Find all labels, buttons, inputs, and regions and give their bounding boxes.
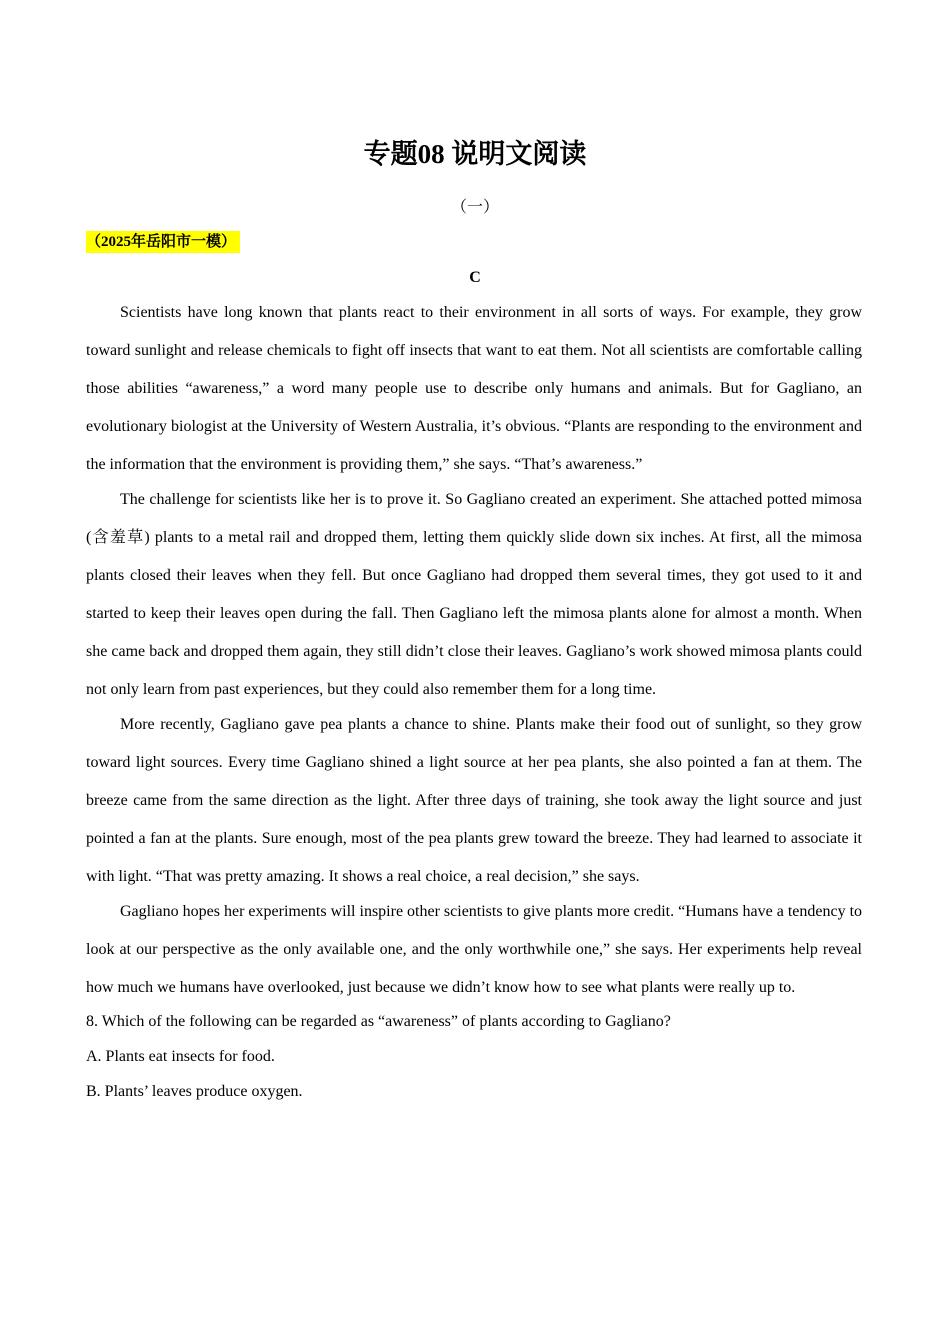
paragraph: Gagliano hopes her experiments will inspire other scientists to give plants more credit. “Humans have a tendency to look at our perspective as the only available one, and the only worthwhile one,” she says. Her experiments help reveal how much we humans have overlooked, just because we didn’t know how to see what plants were really up to. (86, 903, 863, 996)
passage-label: C (469, 269, 481, 286)
passage-body (86, 294, 862, 1109)
option-b: B. Plants’ leaves produce oxygen. (86, 1083, 303, 1100)
option-a: A. Plants eat insects for food. (86, 1048, 275, 1065)
paragraph: The challenge for scientists like her is to prove it. So Gagliano created an experiment. She attached potted mimosa (含羞草) plants to a metal rail and dropped them, letting them quickly slide down six inches. At first, all the mimosa plants closed their leaves when they fell. But once Gagliano had dropped them several times, they got used to it and started to keep their leaves open during the fall. Then Gagliano left the mimosa plants alone for almost a month. When she came back and dropped them again, they still didn’t close their leaves. Gagliano’s work showed mimosa plants could not only learn from past experiences, but they could also remember them for a long time. (86, 491, 862, 698)
page-title: 专题08 说明文阅读 (363, 139, 587, 169)
section-number: （一） (450, 199, 499, 216)
paragraph: Scientists have long known that plants react to their environment in all sorts of ways. For example, they grow toward sunlight and release chemicals to fight off insects that want to eat them. Not all scientists are comfortable calling those abilities “awareness,” a word many people use to describe only humans and animals. But for Gagliano, an evolutionary biologist at the University of Western Australia, it’s obvious. “Plants are responding to the environment and the information that the environment is providing them,” she says. “That’s awareness.” (86, 304, 862, 473)
question-stem: 8. Which of the following can be regarded as “awareness” of plants according to Gagliano? (86, 1013, 671, 1030)
source-tag: （2025年岳阳市一模） (86, 231, 240, 253)
paragraph: More recently, Gagliano gave pea plants a chance to shine. Plants make their food out of sunlight, so they grow toward light sources. Every time Gagliano shined a light source at her pea plants, she also pointed a fan at them. The breeze came from the same direction as the light. After three days of training, she took away the light source and just pointed a fan at the plants. Sure enough, most of the pea plants grew toward the breeze. They had learned to associate it with light. “That was pretty amazing. It shows a real choice, a real decision,” she says. (86, 716, 862, 885)
